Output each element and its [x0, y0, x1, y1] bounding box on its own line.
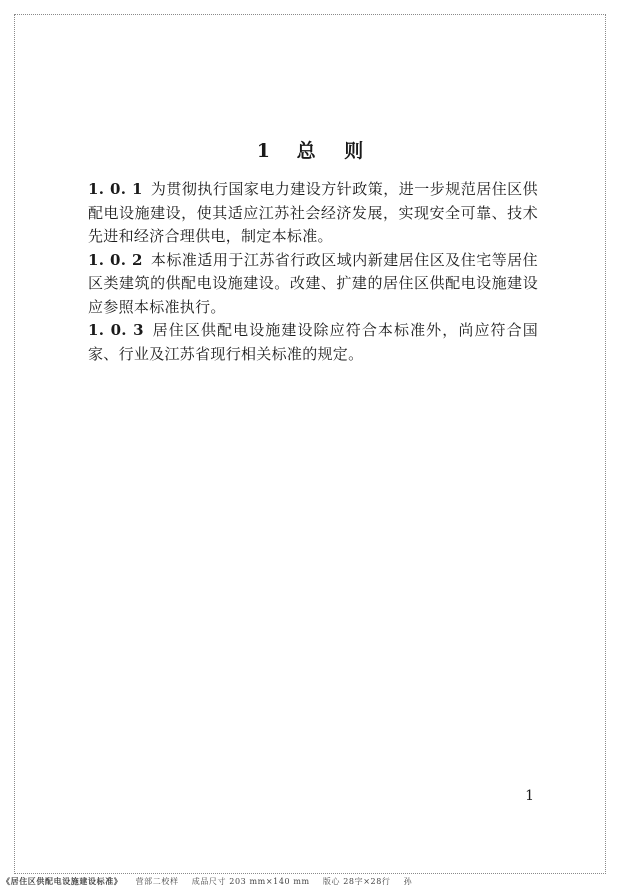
footer-book-title: 《居住区供配电设施建设标准》 [2, 876, 123, 886]
footer-size: 成品尺寸 203 mm×140 mm [191, 877, 310, 886]
clause-number: 1. 0. 2 [88, 250, 143, 269]
clause-text: 为贯彻执行国家电力建设方针政策，进一步规范居住区供配电设施建设，使其适应江苏社会经济发展，实现安全可靠、技术先进和经济合理供电，制定本标准。 [88, 180, 538, 245]
clause-text: 居住区供配电设施建设除应符合本标准外，尚应符合国家、行业及江苏省现行相关标准的规定。 [88, 321, 539, 363]
chapter-title [0, 136, 620, 163]
clause-number: 1. 0. 1 [88, 180, 143, 198]
footer-extra: 孙 [403, 877, 413, 886]
clause-number: 1. 0. 3 [88, 321, 144, 339]
clause-text: 本标准适用于江苏省行政区域内新建居住区及住宅等居住区类建筑的供配电设施建设。改建、扩建的居住区供配电设施建设应参照本标准执行。 [88, 250, 538, 316]
chapter-title-part1: 总 [296, 140, 316, 162]
clause-1-0-3 [88, 319, 538, 366]
clause-1-0-2 [88, 249, 538, 320]
chapter-content [88, 178, 538, 366]
page-number: 1 [525, 788, 534, 804]
chapter-number: 1 [256, 140, 270, 162]
footer-proof: 营部二校样 [135, 877, 179, 886]
clause-1-0-1 [88, 178, 538, 249]
footer-core: 版心 28字×28行 [322, 877, 391, 886]
print-slug-footer [2, 876, 422, 887]
chapter-title-part2: 则 [344, 140, 364, 162]
